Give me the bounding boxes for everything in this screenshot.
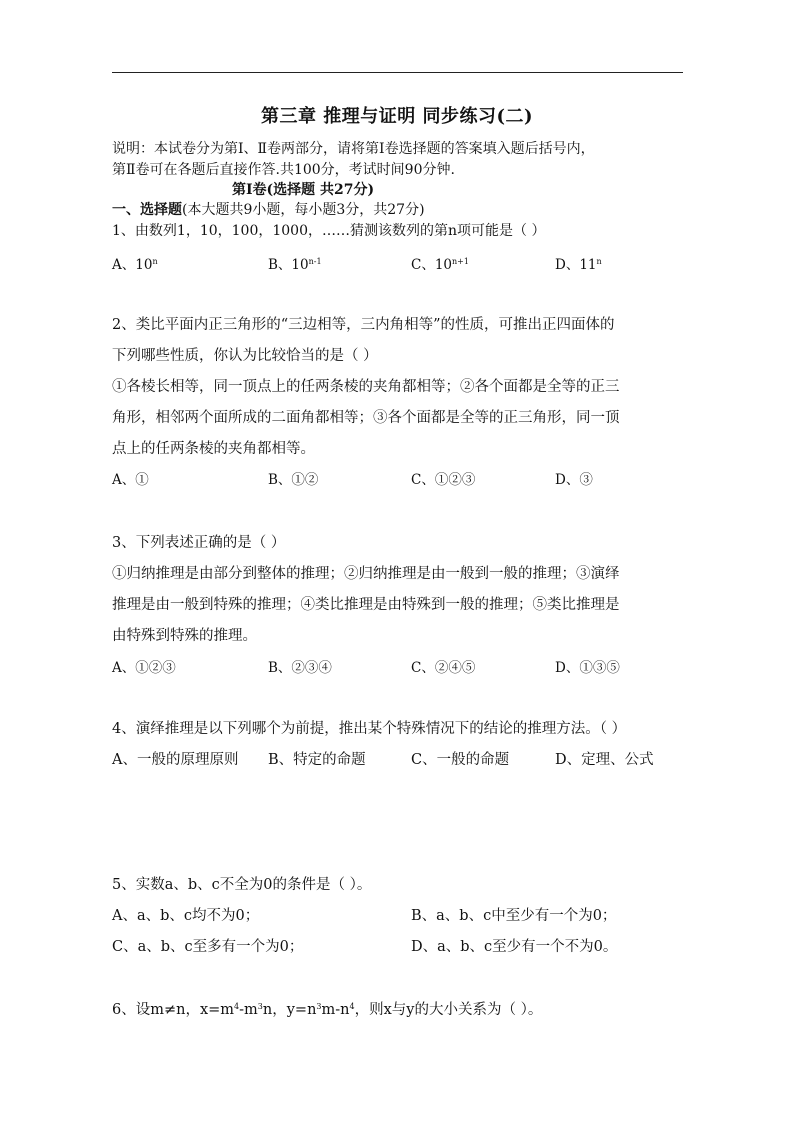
q2-line-5: 点上的任两条棱的夹角都相等。 (112, 441, 315, 457)
q2-option-b: B、①② (268, 472, 319, 488)
q1-option-b-base: B、10 (268, 257, 309, 273)
q3-option-b: B、②③④ (268, 660, 332, 676)
q5-option-b: B、a、b、c中至少有一个为0； (411, 908, 617, 924)
q1-option-d-sup: n (596, 257, 602, 266)
q1-option-c-base: C、10 (411, 257, 453, 273)
q4-option-b: B、特定的命题 (268, 752, 366, 768)
q6-sup-2: 3 (257, 1002, 263, 1011)
q1-option-c (411, 256, 469, 274)
q6-sup-1: 4 (234, 1002, 240, 1011)
q3-option-d: D、①③⑤ (555, 660, 620, 676)
part1-heading: 第Ⅰ卷(选择题 共27分) (232, 182, 375, 198)
q2-option-a: A、① (112, 472, 149, 488)
q6-part-3: n，y=n (262, 1002, 317, 1018)
q1-option-b (268, 256, 322, 274)
q3-line-2: ①归纳推理是由部分到整体的推理；②归纳推理是由一般到一般的推理；③演绎 (112, 566, 620, 582)
q6-sup-3: 3 (316, 1002, 322, 1011)
section-heading-bold: 一、选择题 (112, 202, 182, 218)
q2-option-d: D、③ (555, 472, 593, 488)
q4-option-c: C、一般的命题 (411, 752, 510, 768)
q2-line-1: 2、类比平面内正三角形的“三边相等，三内角相等”的性质，可推出正四面体的 (112, 317, 615, 333)
q5-option-d: D、a、b、c至少有一个不为0。 (411, 939, 618, 955)
q5-stem: 5、实数a、b、c不全为0的条件是（ ）。 (112, 877, 372, 893)
q6-stem (112, 1001, 542, 1019)
q6-part-2: -m (239, 1002, 258, 1018)
q1-option-b-sup: n-1 (308, 257, 322, 266)
intro-line-2: 第Ⅱ卷可在各题后直接作答.共100分，考试时间90分钟. (112, 162, 455, 178)
q1-stem: 1、由数列1，10，100，1000，……猜测该数列的第n项可能是（ ） (112, 223, 546, 239)
q1-option-d-base: D、11 (555, 257, 597, 273)
q6-part-1: 6、设m≠n，x=m (112, 1002, 235, 1018)
q1-option-a (112, 256, 158, 274)
q3-option-a: A、①②③ (112, 660, 176, 676)
q1-option-a-base: A、10 (112, 257, 153, 273)
q6-sup-4: 4 (349, 1002, 355, 1011)
header-rule (112, 72, 683, 73)
q3-line-3: 推理是由一般到特殊的推理；④类比推理是由特殊到一般的推理；⑤类比推理是 (112, 597, 620, 613)
q4-stem: 4、演绎推理是以下列哪个为前提，推出某个特殊情况下的结论的推理方法。（ ） (112, 721, 627, 737)
q4-option-d: D、定理、公式 (555, 752, 654, 768)
page-title: 第三章 推理与证明 同步练习(二) (260, 106, 534, 127)
q3-option-c: C、②④⑤ (411, 660, 476, 676)
q2-line-2: 下列哪些性质，你认为比较恰当的是（ ） (112, 348, 378, 364)
section-heading-rest: (本大题共9小题，每小题3分，共27分) (182, 202, 425, 218)
q3-line-1: 3、下列表述正确的是（ ） (112, 535, 286, 551)
q3-line-4: 由特殊到特殊的推理。 (112, 628, 257, 644)
q2-line-4: 角形，相邻两个面所成的二面角都相等；③各个面都是全等的正三角形，同一顶 (112, 410, 620, 426)
q1-option-a-sup: n (152, 257, 158, 266)
intro-line-1: 说明：本试卷分为第Ⅰ、Ⅱ卷两部分，请将第Ⅰ卷选择题的答案填入题后括号内， (112, 141, 595, 157)
q2-line-3: ①各棱长相等，同一顶点上的任两条棱的夹角都相等；②各个面都是全等的正三 (112, 379, 620, 395)
q2-option-c: C、①②③ (411, 472, 476, 488)
section-heading (112, 201, 425, 219)
q1-option-c-sup: n+1 (452, 257, 469, 266)
q6-part-5: ，则x与y的大小关系为（ ）。 (354, 1002, 543, 1018)
q6-part-4: m-n (321, 1002, 350, 1018)
q5-option-a: A、a、b、c均不为0； (112, 908, 260, 924)
q5-option-c: C、a、b、c至多有一个为0； (112, 939, 304, 955)
q4-option-a: A、一般的原理原则 (112, 752, 239, 768)
q1-option-d (555, 256, 602, 274)
